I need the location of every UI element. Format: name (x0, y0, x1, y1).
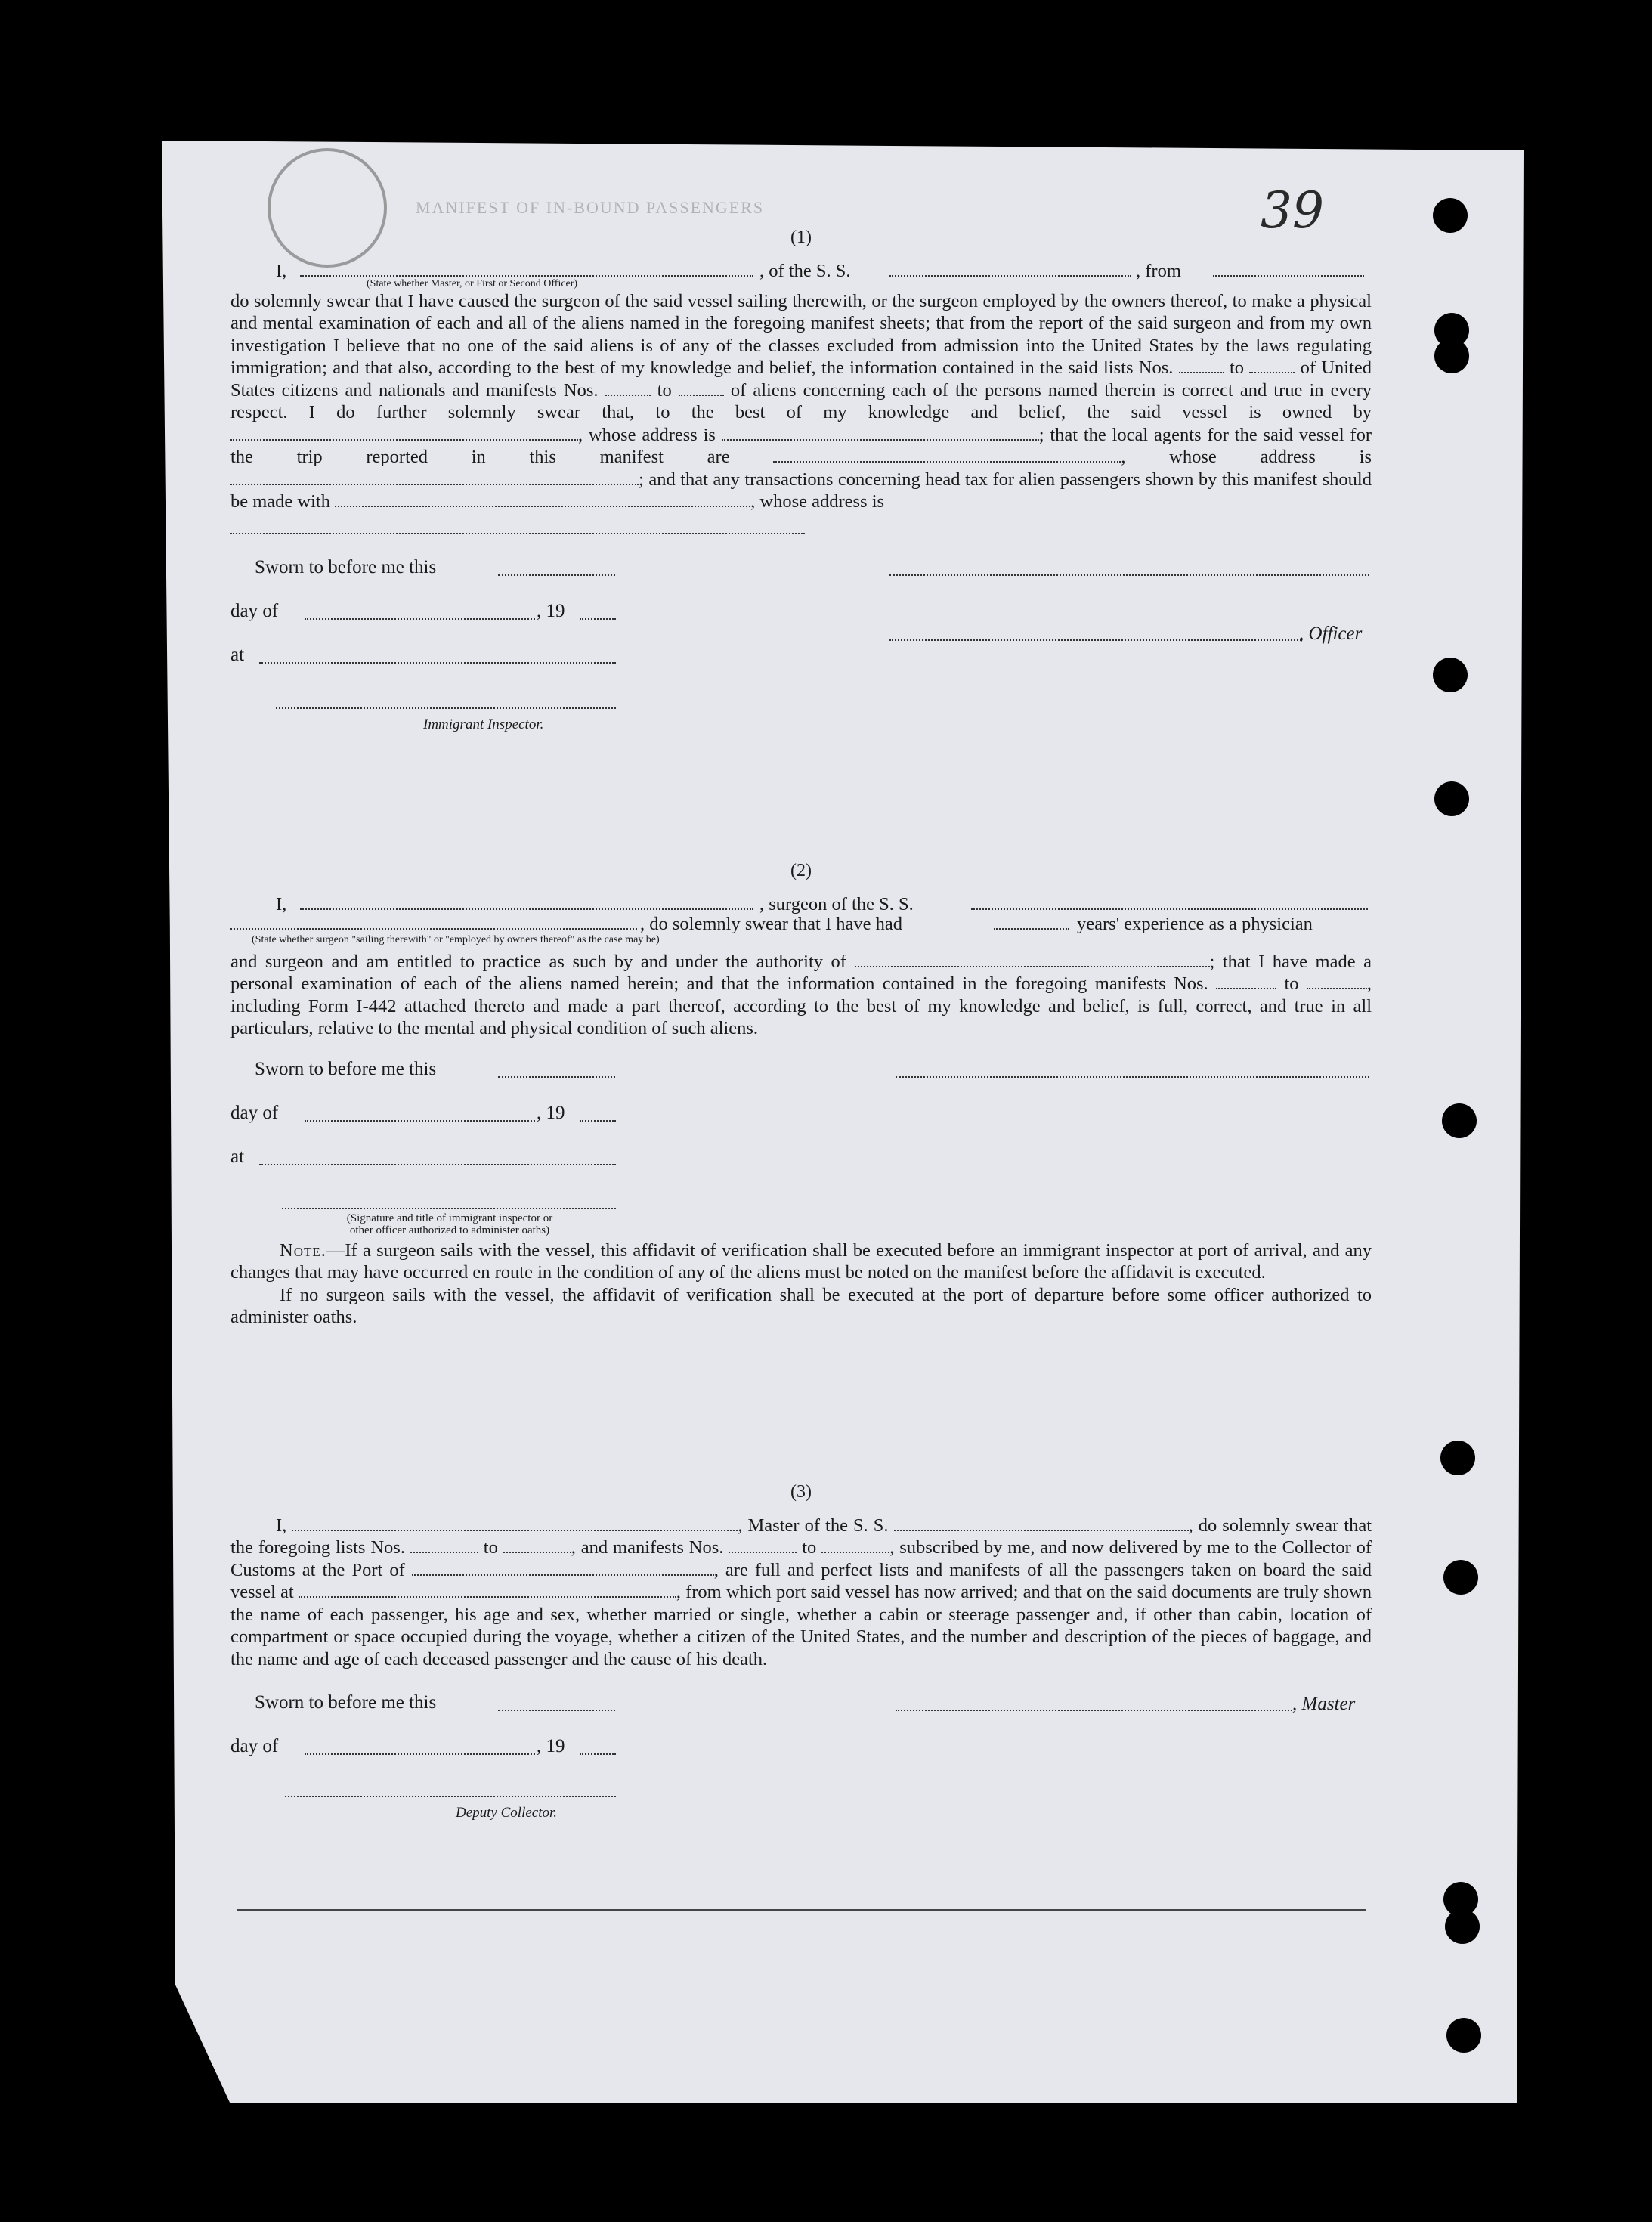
lists-to-field[interactable] (503, 1537, 571, 1553)
year-field[interactable] (580, 1119, 616, 1122)
deputy-caption: Deputy Collector. (456, 1805, 558, 1821)
signature-caption (283, 1212, 616, 1236)
section-2-body: and surgeon and am entitled to practice as such by and under the authority of ; that I have made a personal examination of each of the aliens named herein; and that the information contained in the foregoing manifests Nos. to , including Form I-442 attached thereto and made a part thereof, according to the best of my knowledge and belief, is full, correct, and true in all particulars, relative to the mental and physical condition of such aliens. (230, 951, 1372, 1038)
day-of-label: day of (230, 1736, 279, 1756)
body-text: of United States citizens and nationals and manifests Nos. (230, 357, 1372, 401)
master-signature-field[interactable] (896, 1708, 1292, 1711)
officer-note: (State whether Master, or First or Second Officer) (367, 277, 578, 289)
lists-from-field[interactable] (1179, 357, 1224, 373)
section-1-body: do solemnly swear that I have caused the surgeon of the said vessel sailing therewith, or the surgeon employed by the owners thereof, to make a physical and mental examination of each and all of the aliens named in the foregoing manifest sheets; that from the report of the said surgeon and from my own investigation I believe that no one of the said aliens is of any of the classes excluded from admission into the United States by the laws regulating immigration; and that also, according to the best of my knowledge and belief, the information contained in the said lists Nos. to of United States citizens and nationals and manifests Nos. to of aliens concerning each of the persons named therein is correct and true in every respect. I do further solemnly swear that, to the best of my knowledge and belief, the said vessel is owned by , whose address is ; that the local agents for the said vessel for the trip reported in this manifest are , whose address is ; and that any transactions concerning head tax for alien passengers shown by this manifest should be made with , whose address is (230, 290, 1372, 512)
section-number: (2) (790, 861, 812, 880)
at-field[interactable] (259, 1162, 616, 1165)
surgeon-name-field[interactable] (300, 893, 753, 910)
punch-hole (1446, 2018, 1481, 2053)
head-tax-field[interactable] (335, 491, 750, 507)
day-of-field[interactable] (305, 617, 535, 620)
day-of-label: day of (230, 1102, 279, 1123)
day-of-label: day of (230, 601, 279, 621)
from-field[interactable] (1213, 260, 1364, 277)
inspector-signature-field[interactable] (276, 706, 616, 709)
to-label: to (657, 379, 672, 401)
surgeon-note: (State whether surgeon "sailing therewith" or "employed by owners thereof" as the case may be) (252, 933, 660, 945)
surgeon-signature-field[interactable] (896, 1075, 1369, 1078)
body-text: , subscribed by me, and now delivered by me to the Collector of Customs at the Port of (230, 1537, 1372, 1580)
lists-to-field[interactable] (1249, 357, 1295, 373)
punch-hole (1433, 198, 1468, 233)
to-label: to (1229, 357, 1245, 378)
note-label: Note. (280, 1239, 326, 1261)
note-1 (230, 1239, 1372, 1284)
manifests-to-field[interactable] (679, 379, 724, 396)
note-2: If no surgeon sails with the vessel, the affidavit of verification shall be executed at the port of departure before some officer authorized to administer oaths. (230, 1284, 1372, 1327)
vessel-field[interactable] (889, 260, 1131, 277)
body-text: swear that the foregoing lists Nos. (230, 1515, 1372, 1558)
body-text: port said vessel has now arrived; and that on the said documents are truly shown the name of each passenger, his age and sex, whether married or single, whether a cabin or steerage passenger and, if other than cabin, location of compartment or space occupied during the voyage, whether a citizen of the United States, and the number and description of the pieces of baggage, and the name and age of each deceased passenger and the cause of his death. (230, 1582, 1372, 1670)
authority-field[interactable] (855, 951, 1210, 967)
whose-address-label: whose address is (1169, 447, 1372, 467)
manifests-to-field[interactable] (1307, 973, 1367, 989)
year-label: , 19 (537, 601, 565, 621)
body-text: , are full and perfect lists and manifests of all the passengers taken on board the said vessel at (230, 1559, 1372, 1602)
body-text: ; and that any transactions concerning head tax for alien passengers shown by this manifest should be made with (230, 469, 1372, 512)
do-solemnly-label: , do solemnly (1188, 1515, 1291, 1536)
surgeon-of-label: , surgeon of the S. S. (759, 893, 914, 914)
officer-caption: , Officer (1299, 624, 1363, 644)
punch-hole (1440, 1441, 1475, 1475)
bottom-rule (237, 1909, 1366, 1911)
year-label: , 19 (537, 1736, 565, 1756)
officer-title-field[interactable] (889, 638, 1301, 641)
port-field[interactable] (412, 1559, 714, 1576)
section-3-body (230, 1515, 1372, 1671)
at-field[interactable] (259, 661, 616, 664)
punch-hole (1434, 339, 1469, 373)
year-field[interactable] (580, 1752, 616, 1755)
stamp-text: MANIFEST OF IN-BOUND PASSENGERS (416, 198, 765, 217)
to-label: to (483, 1537, 498, 1558)
day-of-field[interactable] (305, 1752, 535, 1755)
inspector-caption: Immigrant Inspector. (423, 716, 544, 732)
authority-signature-field[interactable] (282, 1206, 616, 1209)
master-name-field[interactable] (292, 1515, 738, 1531)
line-1 (230, 893, 1372, 945)
year-field[interactable] (580, 617, 616, 620)
handwritten-page-number: 39 (1261, 181, 1324, 240)
body-text: do solemnly swear that I have caused the surgeon of the said vessel sailing therewith, or the surgeon employed by the owners thereof, to make a physical and mental examination of each and all of the aliens named in the foregoing manifest sheets; that from the report of the said surgeon and from my own investigation I believe that no one of the said aliens is of any of the classes excluded from admission into the United States by the laws regulating immigration; and that also, according to the best of my knowledge and belief, the information contained in the said lists Nos. (230, 290, 1372, 378)
body-text: , and manifests Nos. (571, 1537, 724, 1558)
i-label: I, (276, 893, 287, 914)
vessel-field[interactable] (894, 1515, 1189, 1531)
section-2-signatures (230, 1058, 1372, 1236)
manifests-to-field[interactable] (821, 1537, 889, 1553)
i-label: I, (276, 260, 287, 281)
name-field[interactable] (300, 260, 753, 277)
manifests-from-field[interactable] (729, 1537, 797, 1553)
caption-line: (Signature and title of immigrant inspector or (346, 1212, 553, 1224)
body-text: that the local agents for the said vessel for the trip reported in this manifest are (230, 424, 1372, 467)
section-number: (1) (790, 227, 812, 247)
sworn-label: Sworn to before me this (255, 1692, 437, 1713)
section-number: (3) (790, 1482, 812, 1502)
body-text: of aliens concerning each of the persons named therein is correct and true in every respect. I do further solemnly swear that, to the best of my knowledge and belief, the said vessel is owned by (230, 379, 1372, 422)
deputy-signature-field[interactable] (285, 1794, 616, 1797)
section-1-master-affidavit (230, 227, 1372, 738)
head-tax-address-field[interactable] (230, 518, 805, 534)
section-3-signatures (230, 1691, 1372, 1820)
punch-hole (1442, 1103, 1477, 1138)
agents-address-field[interactable] (230, 469, 639, 485)
punch-hole (1445, 1909, 1480, 1944)
surgeon-type-field[interactable] (230, 913, 637, 930)
sworn-date-field[interactable] (498, 1075, 615, 1078)
master-of-label: , Master of the S. S. (738, 1515, 889, 1536)
from-label: , from (1136, 260, 1181, 281)
agents-field[interactable] (773, 446, 1121, 463)
vessel-field[interactable] (971, 893, 1368, 910)
officer-signature-field[interactable] (889, 573, 1369, 576)
whose-address-label: , whose address is (578, 424, 716, 445)
sworn-date-field[interactable] (498, 1708, 615, 1711)
body-text: , from which (676, 1582, 772, 1602)
punch-hole (1443, 1560, 1478, 1595)
caption-line: other officer authorized to administer oaths) (349, 1224, 550, 1236)
day-of-field[interactable] (305, 1119, 535, 1122)
manifests-from-field[interactable] (1216, 973, 1276, 989)
body-text: that I have made a personal examination of each of the aliens named herein; and that the information contained in the foregoing manifests Nos. (230, 951, 1372, 994)
section-2-surgeon-affidavit (230, 860, 1372, 1329)
body-text: , including Form I-442 attached thereto and made a part thereof, according to the best of my knowledge and belief, is full, correct, and true in all particulars, relative to the mental and physical condition of such aliens. (230, 973, 1372, 1038)
at-label: at (230, 645, 245, 665)
punch-hole (1433, 658, 1468, 692)
line-1 (230, 260, 1372, 290)
do-swear-label: , do solemnly swear that I have had (640, 913, 902, 934)
of-ss-label: , of the S. S. (759, 260, 851, 281)
sworn-label: Sworn to before me this (255, 557, 437, 577)
body-text: and surgeon and am entitled to practice as such by and under the authority of (230, 951, 846, 972)
to-label: to (802, 1537, 817, 1558)
years-experience-label: years' experience as a physician (1077, 913, 1313, 934)
note-text: —If a surgeon sails with the vessel, this affidavit of verification shall be executed before an immigrant inspector at port of arrival, and any changes that may have occurred en route in the condition of any of the aliens must be noted on the manifest before the affidavit is executed. (230, 1239, 1372, 1283)
section-1-signatures (230, 556, 1372, 738)
to-label: to (1284, 973, 1299, 994)
sworn-label: Sworn to before me this (255, 1058, 437, 1079)
at-label: at (230, 1146, 245, 1167)
lists-from-field[interactable] (410, 1537, 478, 1553)
punch-hole (1434, 781, 1469, 816)
year-label: , 19 (537, 1102, 565, 1123)
manifests-from-field[interactable] (605, 379, 651, 396)
sworn-date-field[interactable] (498, 573, 615, 576)
owner-field[interactable] (230, 424, 578, 441)
section-3-master-oath (230, 1481, 1372, 1820)
owner-address-field[interactable] (722, 424, 1039, 441)
port-departure-field[interactable] (299, 1581, 676, 1598)
master-caption: , Master (1292, 1694, 1356, 1714)
i-label: I, (276, 1515, 287, 1536)
whose-address-label: , whose address is (750, 491, 885, 512)
years-field[interactable] (994, 913, 1069, 930)
